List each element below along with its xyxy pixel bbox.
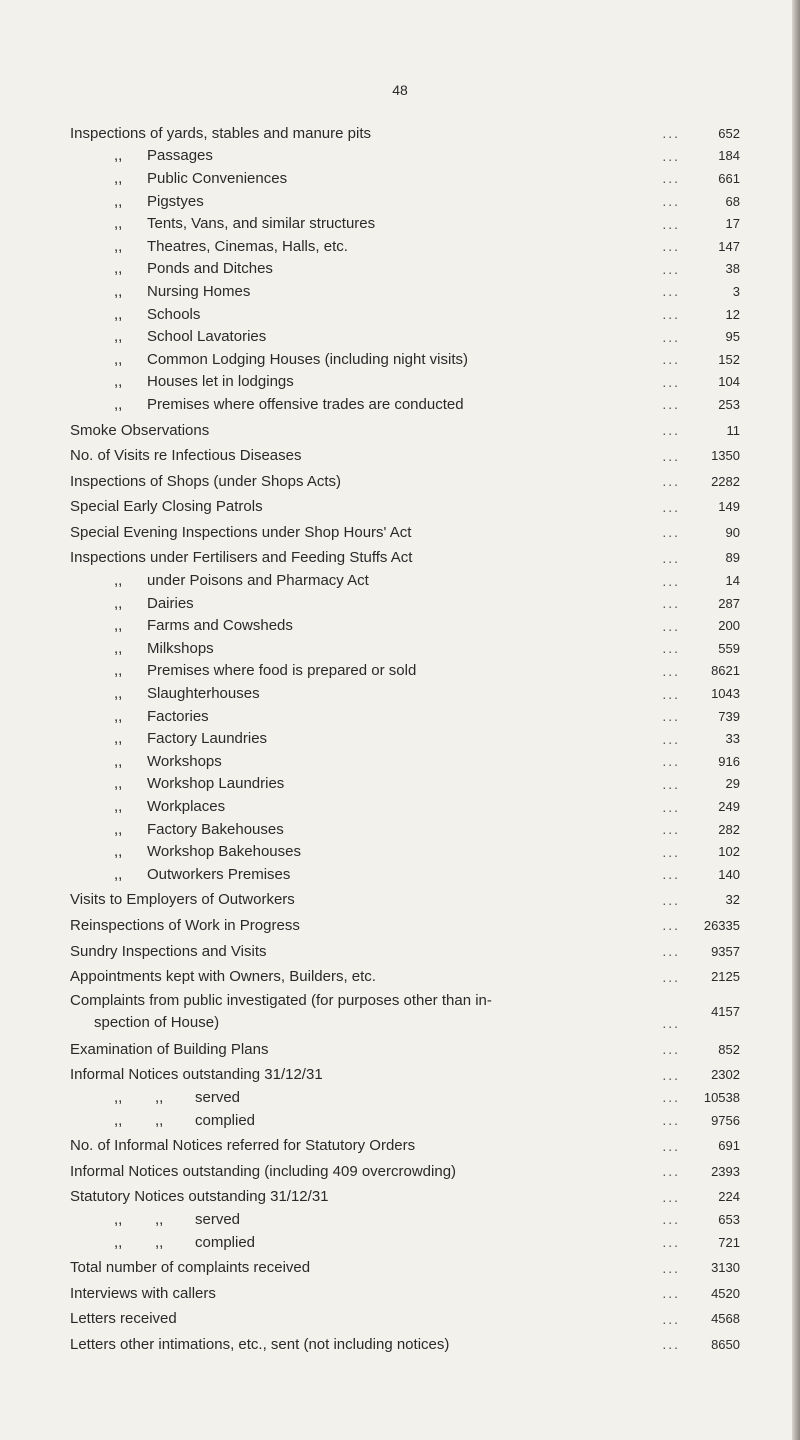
leader-dots: ... bbox=[662, 351, 680, 368]
row-value: 200 bbox=[718, 618, 740, 634]
ditto-mark: ,, bbox=[155, 1088, 164, 1106]
row-label: Appointments kept with Owners, Builders, etc. bbox=[70, 968, 376, 986]
table-row bbox=[0, 889, 800, 912]
row-value: 661 bbox=[718, 170, 740, 186]
ditto-mark: ,, bbox=[114, 1111, 123, 1129]
leader-dots: ... bbox=[662, 215, 680, 232]
table-row bbox=[0, 1308, 800, 1331]
row-value: 38 bbox=[725, 261, 740, 277]
row-label: Special Early Closing Patrols bbox=[70, 498, 263, 516]
row-value: 4157 bbox=[711, 1003, 740, 1019]
leader-dots: ... bbox=[662, 730, 680, 747]
leader-dots: ... bbox=[662, 1211, 680, 1228]
row-label: Milkshops bbox=[147, 639, 214, 657]
row-value: 11 bbox=[726, 422, 740, 438]
row-value: 33 bbox=[725, 731, 740, 747]
leader-dots: ... bbox=[662, 708, 680, 725]
row-label: under Poisons and Pharmacy Act bbox=[147, 572, 369, 590]
leader-dots: ... bbox=[662, 170, 680, 187]
table-row bbox=[0, 212, 800, 235]
table-row bbox=[0, 940, 800, 963]
row-value: 559 bbox=[718, 640, 740, 656]
table-row bbox=[0, 773, 800, 796]
row-value: 249 bbox=[718, 799, 740, 815]
table-row bbox=[0, 914, 800, 937]
leader-dots: ... bbox=[662, 524, 680, 541]
ditto-mark: ,, bbox=[114, 572, 123, 590]
ditto-mark: ,, bbox=[114, 865, 123, 883]
table-row bbox=[0, 167, 800, 190]
row-value: 721 bbox=[718, 1234, 740, 1250]
row-label: Farms and Cowsheds bbox=[147, 617, 293, 635]
ditto-mark: ,, bbox=[114, 169, 123, 187]
row-label: Dairies bbox=[147, 594, 194, 612]
row-label: Smoke Observations bbox=[70, 421, 210, 439]
row-value: 149 bbox=[718, 499, 740, 515]
table-row bbox=[0, 521, 800, 544]
ditto-mark: ,, bbox=[114, 192, 123, 210]
row-label: Workshop Laundries bbox=[147, 775, 285, 793]
row-value: 102 bbox=[718, 844, 740, 860]
row-value: 95 bbox=[725, 329, 740, 345]
row-label: Inspections under Fertilisers and Feeding Stuffs Act bbox=[70, 549, 413, 567]
row-label: Pigstyes bbox=[147, 192, 204, 210]
row-label: Common Lodging Houses (including night visits) bbox=[147, 350, 468, 368]
row-label: Informal Notices outstanding 31/12/31 bbox=[70, 1066, 323, 1084]
leader-dots: ... bbox=[662, 1066, 680, 1083]
row-value: 2302 bbox=[711, 1067, 740, 1083]
table-row bbox=[0, 682, 800, 705]
ditto-mark: ,, bbox=[114, 373, 123, 391]
table-row bbox=[0, 1109, 800, 1132]
row-value: 8621 bbox=[711, 663, 740, 679]
row-label: School Lavatories bbox=[147, 328, 267, 346]
table-row bbox=[0, 470, 800, 493]
leader-dots: ... bbox=[662, 1188, 680, 1205]
row-label: Premises where offensive trades are conducted bbox=[147, 395, 464, 413]
ditto-mark: ,, bbox=[114, 282, 123, 300]
table-row bbox=[0, 991, 800, 1035]
leader-dots: ... bbox=[662, 1137, 680, 1154]
ditto-mark: ,, bbox=[114, 350, 123, 368]
row-value: 26335 bbox=[703, 917, 740, 933]
row-value: 90 bbox=[725, 524, 740, 540]
row-label: Theatres, Cinemas, Halls, etc. bbox=[147, 237, 348, 255]
row-label: No. of Informal Notices referred for Statutory Orders bbox=[70, 1137, 416, 1155]
leader-dots: ... bbox=[662, 685, 680, 702]
leader-dots: ... bbox=[662, 1285, 680, 1302]
row-value: 1043 bbox=[711, 686, 740, 702]
table-row bbox=[0, 592, 800, 615]
row-value: 9357 bbox=[711, 943, 740, 959]
ditto-mark: ,, bbox=[114, 617, 123, 635]
leader-dots: ... bbox=[662, 328, 680, 345]
table-row bbox=[0, 705, 800, 728]
table-row bbox=[0, 795, 800, 818]
table-row bbox=[0, 325, 800, 348]
leader-dots: ... bbox=[662, 753, 680, 770]
leader-dots: ... bbox=[662, 260, 680, 277]
row-value: 9756 bbox=[711, 1112, 740, 1128]
row-label: Inspections of yards, stables and manure pits bbox=[70, 124, 371, 142]
ditto-mark: ,, bbox=[114, 662, 123, 680]
ditto-mark: ,, bbox=[114, 260, 123, 278]
table-row bbox=[0, 1282, 800, 1305]
ditto-mark: ,, bbox=[114, 328, 123, 346]
ditto-mark: ,, bbox=[114, 1210, 123, 1228]
table-row bbox=[0, 1064, 800, 1087]
row-value: 4568 bbox=[711, 1311, 740, 1327]
leader-dots: ... bbox=[662, 1112, 680, 1129]
row-value: 2393 bbox=[711, 1163, 740, 1179]
row-value: 253 bbox=[718, 396, 740, 412]
row-label: Informal Notices outstanding (including 409 overcrowding) bbox=[70, 1162, 457, 1180]
row-value: 1350 bbox=[711, 448, 740, 464]
table-row bbox=[0, 863, 800, 886]
table-row bbox=[0, 190, 800, 213]
table-row bbox=[0, 965, 800, 988]
row-label: Complaints from public investigated (for purposes other than in- bbox=[70, 991, 492, 1009]
table-row bbox=[0, 393, 800, 416]
page-number: 48 bbox=[392, 82, 408, 98]
table-row bbox=[0, 1256, 800, 1279]
ditto-mark: ,, bbox=[114, 730, 123, 748]
table-row bbox=[0, 818, 800, 841]
table-row bbox=[0, 1186, 800, 1209]
table-row bbox=[0, 1333, 800, 1356]
row-label: served bbox=[195, 1210, 241, 1228]
ditto-mark: ,, bbox=[155, 1111, 164, 1129]
row-label: Workshops bbox=[147, 752, 222, 770]
leader-dots: ... bbox=[662, 662, 680, 679]
ditto-mark: ,, bbox=[114, 707, 123, 725]
row-value: 224 bbox=[718, 1189, 740, 1205]
leader-dots: ... bbox=[662, 775, 680, 792]
row-value: 652 bbox=[718, 125, 740, 141]
row-value: 8650 bbox=[711, 1336, 740, 1352]
leader-dots: ... bbox=[662, 968, 680, 985]
row-label: Outworkers Premises bbox=[147, 865, 291, 883]
ditto-mark: ,, bbox=[114, 147, 123, 165]
leader-dots: ... bbox=[662, 1259, 680, 1276]
row-value: 282 bbox=[718, 821, 740, 837]
ditto-mark: ,, bbox=[114, 395, 123, 413]
leader-dots: ... bbox=[662, 1234, 680, 1251]
row-label: complied bbox=[195, 1233, 256, 1251]
row-value: 29 bbox=[725, 776, 740, 792]
row-label: complied bbox=[195, 1111, 256, 1129]
leader-dots: ... bbox=[662, 422, 680, 439]
leader-dots: ... bbox=[662, 1089, 680, 1106]
row-value: 287 bbox=[718, 595, 740, 611]
row-label: Inspections of Shops (under Shops Acts) bbox=[70, 472, 341, 490]
table-row bbox=[0, 1208, 800, 1231]
row-label: Special Evening Inspections under Shop Hours' Act bbox=[70, 523, 412, 541]
row-label: Workplaces bbox=[147, 798, 226, 816]
row-value: 3 bbox=[732, 283, 740, 299]
row-label: Nursing Homes bbox=[147, 282, 251, 300]
leader-dots: ... bbox=[662, 238, 680, 255]
leader-dots: ... bbox=[662, 1310, 680, 1327]
row-label: Sundry Inspections and Visits bbox=[70, 942, 267, 960]
table-row bbox=[0, 371, 800, 394]
leader-dots: ... bbox=[662, 1014, 680, 1031]
leader-dots: ... bbox=[662, 798, 680, 815]
leader-dots: ... bbox=[662, 373, 680, 390]
table-row bbox=[0, 496, 800, 519]
row-label: Factory Laundries bbox=[147, 730, 268, 748]
leader-dots: ... bbox=[662, 193, 680, 210]
table-row bbox=[0, 258, 800, 281]
row-label: Premises where food is prepared or sold bbox=[147, 662, 417, 680]
table-row bbox=[0, 419, 800, 442]
row-label: Tents, Vans, and similar structures bbox=[147, 215, 376, 233]
row-label: Letters other intimations, etc., sent (not including notices) bbox=[70, 1335, 450, 1353]
ditto-mark: ,, bbox=[155, 1210, 164, 1228]
leader-dots: ... bbox=[662, 147, 680, 164]
row-label: Passages bbox=[147, 147, 213, 165]
leader-dots: ... bbox=[662, 821, 680, 838]
ditto-mark: ,, bbox=[155, 1233, 164, 1251]
table-row bbox=[0, 1086, 800, 1109]
row-label: Public Conveniences bbox=[147, 169, 288, 187]
table-row bbox=[0, 303, 800, 326]
ditto-mark: ,, bbox=[114, 594, 123, 612]
row-label: Visits to Employers of Outworkers bbox=[70, 891, 295, 909]
table-row bbox=[0, 1160, 800, 1183]
row-label: No. of Visits re Infectious Diseases bbox=[70, 447, 302, 465]
row-label-continued: spection of House) bbox=[94, 1013, 220, 1031]
row-value: 852 bbox=[718, 1041, 740, 1057]
ditto-mark: ,, bbox=[114, 752, 123, 770]
row-label: Reinspections of Work in Progress bbox=[70, 916, 300, 934]
leader-dots: ... bbox=[662, 943, 680, 960]
row-label: Statutory Notices outstanding 31/12/31 bbox=[70, 1188, 329, 1206]
table-row bbox=[0, 444, 800, 467]
table-row bbox=[0, 280, 800, 303]
row-label: Total number of complaints received bbox=[70, 1259, 311, 1277]
leader-dots: ... bbox=[662, 283, 680, 300]
row-value: 4520 bbox=[711, 1285, 740, 1301]
row-label: Workshop Bakehouses bbox=[147, 843, 301, 861]
leader-dots: ... bbox=[662, 572, 680, 589]
ditto-mark: ,, bbox=[114, 1233, 123, 1251]
row-value: 10538 bbox=[703, 1089, 740, 1105]
leader-dots: ... bbox=[662, 640, 680, 657]
row-value: 12 bbox=[725, 306, 740, 322]
leader-dots: ... bbox=[662, 473, 680, 490]
row-value: 2282 bbox=[711, 473, 740, 489]
row-label: Interviews with callers bbox=[70, 1284, 216, 1302]
leader-dots: ... bbox=[662, 843, 680, 860]
table-row bbox=[0, 750, 800, 773]
leader-dots: ... bbox=[662, 396, 680, 413]
row-value: 140 bbox=[718, 866, 740, 882]
ditto-mark: ,, bbox=[114, 775, 123, 793]
row-value: 152 bbox=[718, 351, 740, 367]
row-label: Letters received bbox=[70, 1310, 177, 1328]
row-value: 653 bbox=[718, 1211, 740, 1227]
leader-dots: ... bbox=[662, 1336, 680, 1353]
ditto-mark: ,, bbox=[114, 798, 123, 816]
leader-dots: ... bbox=[662, 917, 680, 934]
row-label: Factories bbox=[147, 707, 209, 725]
leader-dots: ... bbox=[662, 498, 680, 515]
ditto-mark: ,, bbox=[114, 305, 123, 323]
row-label: Houses let in lodgings bbox=[147, 373, 294, 391]
row-value: 691 bbox=[718, 1138, 740, 1154]
table-row bbox=[0, 235, 800, 258]
row-value: 3130 bbox=[711, 1260, 740, 1276]
row-value: 89 bbox=[725, 550, 740, 566]
ditto-mark: ,, bbox=[114, 639, 123, 657]
ditto-mark: ,, bbox=[114, 820, 123, 838]
leader-dots: ... bbox=[662, 447, 680, 464]
ditto-mark: ,, bbox=[114, 237, 123, 255]
row-value: 17 bbox=[725, 216, 740, 232]
table-row bbox=[0, 840, 800, 863]
leader-dots: ... bbox=[662, 595, 680, 612]
ditto-mark: ,, bbox=[114, 215, 123, 233]
row-label: served bbox=[195, 1088, 241, 1106]
table-row bbox=[0, 145, 800, 168]
row-value: 32 bbox=[725, 892, 740, 908]
ditto-mark: ,, bbox=[114, 685, 123, 703]
row-label: Examination of Building Plans bbox=[70, 1040, 269, 1058]
row-value: 147 bbox=[718, 238, 740, 254]
row-label: Schools bbox=[147, 305, 201, 323]
row-label: Factory Bakehouses bbox=[147, 820, 284, 838]
row-value: 104 bbox=[718, 374, 740, 390]
table-row bbox=[0, 660, 800, 683]
leader-dots: ... bbox=[662, 306, 680, 323]
row-value: 68 bbox=[725, 193, 740, 209]
ditto-mark: ,, bbox=[114, 1088, 123, 1106]
table-row bbox=[0, 614, 800, 637]
row-value: 184 bbox=[718, 148, 740, 164]
table-row bbox=[0, 1134, 800, 1157]
table-row bbox=[0, 637, 800, 660]
row-value: 2125 bbox=[711, 969, 740, 985]
table-row bbox=[0, 122, 800, 145]
row-value: 14 bbox=[725, 573, 740, 589]
row-value: 916 bbox=[718, 753, 740, 769]
table-row bbox=[0, 1231, 800, 1254]
leader-dots: ... bbox=[662, 617, 680, 634]
table-row bbox=[0, 727, 800, 750]
leader-dots: ... bbox=[662, 891, 680, 908]
row-label: Slaughterhouses bbox=[147, 685, 260, 703]
row-label: Ponds and Ditches bbox=[147, 260, 273, 278]
leader-dots: ... bbox=[662, 1041, 680, 1058]
row-value: 739 bbox=[718, 708, 740, 724]
ditto-mark: ,, bbox=[114, 843, 123, 861]
table-row bbox=[0, 547, 800, 570]
leader-dots: ... bbox=[662, 1163, 680, 1180]
leader-dots: ... bbox=[662, 549, 680, 566]
leader-dots: ... bbox=[662, 125, 680, 142]
table-row bbox=[0, 1038, 800, 1061]
inspection-table bbox=[0, 122, 800, 1356]
table-row bbox=[0, 569, 800, 592]
table-row bbox=[0, 348, 800, 371]
leader-dots: ... bbox=[662, 866, 680, 883]
